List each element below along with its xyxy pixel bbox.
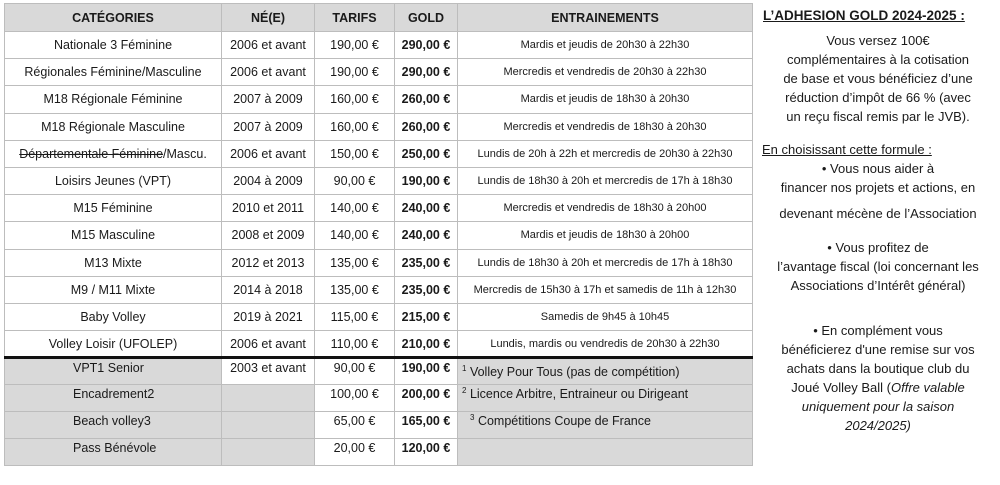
- price-cell: 190,00 €: [315, 59, 395, 86]
- category-suffix: /Mascu.: [163, 146, 207, 161]
- table-row: [5, 222, 753, 249]
- table-row: [5, 195, 753, 222]
- gold-price-cell: 215,00 €: [395, 303, 458, 330]
- header-price: TARIFS: [315, 4, 395, 32]
- price-cell: 150,00 €: [315, 140, 395, 167]
- table-row: [5, 140, 753, 167]
- header-gold: GOLD: [395, 4, 458, 32]
- price-cell: 90,00 €: [315, 167, 395, 194]
- price-cell: 135,00 €: [315, 249, 395, 276]
- gold-price-cell: 190,00 €: [395, 358, 458, 385]
- born-cell: 2007 à 2009: [222, 86, 315, 113]
- price-cell: 100,00 €: [315, 385, 395, 412]
- price-table: [4, 3, 753, 466]
- born-cell: 2004 à 2009: [222, 167, 315, 194]
- gold-price-cell: 120,00 €: [395, 439, 458, 466]
- born-cell: 2019 à 2021: [222, 303, 315, 330]
- category-cell: Loisirs Jeunes (VPT): [5, 167, 222, 194]
- gold-price-cell: 250,00 €: [395, 140, 458, 167]
- category-cell: Beach volley3: [5, 412, 222, 439]
- gold-price-cell: 235,00 €: [395, 276, 458, 303]
- bullet-tax-advantage: • Vous profitez de l’avantage fiscal (loi concernant les Associations d’Intérêt général): [777, 240, 979, 293]
- table-row: [5, 86, 753, 113]
- gold-price-cell: 235,00 €: [395, 249, 458, 276]
- born-cell: 2006 et avant: [222, 59, 315, 86]
- table-row: [5, 59, 753, 86]
- training-cell: Mercredis et vendredis de 20h30 à 22h30: [458, 59, 753, 86]
- table-row: [5, 358, 753, 385]
- category-cell: Nationale 3 Féminine: [5, 32, 222, 59]
- gold-price-cell: 290,00 €: [395, 32, 458, 59]
- price-cell: 20,00 €: [315, 439, 395, 466]
- table-row: [5, 276, 753, 303]
- formula-subtitle: En choisissant cette formule :: [762, 142, 932, 157]
- price-cell: 140,00 €: [315, 222, 395, 249]
- bullet-shop-discount: • En complément vous bénéficierez d'une remise sur vos achats dans la boutique club du Joué Volley Ball (Offre valable uniquement pour la saison 2024/2025): [781, 323, 975, 433]
- header-training: ENTRAINEMENTS: [458, 4, 753, 32]
- empty-note-cell: [458, 439, 753, 466]
- category-cell: M15 Masculine: [5, 222, 222, 249]
- gold-price-cell: 165,00 €: [395, 412, 458, 439]
- table-row: [5, 167, 753, 194]
- born-cell: 2006 et avant: [222, 331, 315, 358]
- training-cell: Mercredis et vendredis de 18h30 à 20h00: [458, 195, 753, 222]
- category-cell: Régionales Féminine/Masculine: [5, 59, 222, 86]
- category-cell: Pass Bénévole: [5, 439, 222, 466]
- category-cell: Volley Loisir (UFOLEP): [5, 331, 222, 358]
- born-cell: [222, 439, 315, 466]
- table-row: [5, 249, 753, 276]
- price-cell: 160,00 €: [315, 113, 395, 140]
- bullet-sponsor-continued: devenant mécène de l’Association: [779, 206, 977, 221]
- table-row: [5, 331, 753, 358]
- price-cell: 110,00 €: [315, 331, 395, 358]
- category-cell: Baby Volley: [5, 303, 222, 330]
- training-cell: Lundis de 20h à 22h et mercredis de 20h30 à 22h30: [458, 140, 753, 167]
- born-cell: 2007 à 2009: [222, 113, 315, 140]
- table-row: [5, 385, 753, 412]
- born-cell: 2014 à 2018: [222, 276, 315, 303]
- category-cell: VPT1 Senior: [5, 358, 222, 385]
- category-cell: M18 Régionale Féminine: [5, 86, 222, 113]
- category-cell: M18 Régionale Masculine: [5, 113, 222, 140]
- gold-price-cell: 260,00 €: [395, 86, 458, 113]
- category-cell: Encadrement2: [5, 385, 222, 412]
- training-cell: Mardis et jeudis de 18h30 à 20h30: [458, 86, 753, 113]
- category-cell: M13 Mixte: [5, 249, 222, 276]
- footnote-1: $^1$ Volley Pour Tous (pas de compétition): [458, 358, 753, 385]
- table-row: [5, 439, 753, 466]
- table-header: [5, 4, 753, 32]
- training-cell: Lundis de 18h30 à 20h et mercredis de 17h à 18h30: [458, 167, 753, 194]
- training-cell: Mardis et jeudis de 18h30 à 20h00: [458, 222, 753, 249]
- born-cell: 2006 et avant: [222, 32, 315, 59]
- gold-price-cell: 260,00 €: [395, 113, 458, 140]
- price-cell: 115,00 €: [315, 303, 395, 330]
- price-cell: 190,00 €: [315, 32, 395, 59]
- footnote-2: $^2$ Licence Arbitre, Entraineur ou Dirigeant: [458, 385, 753, 412]
- born-cell: 2008 et 2009: [222, 222, 315, 249]
- gold-price-cell: 240,00 €: [395, 222, 458, 249]
- intro-paragraph: Vous versez 100€ complémentaires à la cotisation de base et vous bénéficiez d’une réduction d’impôt de 66 % (avec un reçu fiscal remis par le JVB).: [783, 33, 973, 124]
- footnote-3: $^3$ Compétitions Coupe de France: [458, 412, 753, 439]
- table-row: [5, 113, 753, 140]
- training-cell: Mercredis et vendredis de 18h30 à 20h30: [458, 113, 753, 140]
- price-cell: 90,00 €: [315, 358, 395, 385]
- table-row: [5, 412, 753, 439]
- born-cell: 2003 et avant: [222, 358, 315, 385]
- born-cell: [222, 385, 315, 412]
- training-cell: Mercredis de 15h30 à 17h et samedis de 11h à 12h30: [458, 276, 753, 303]
- gold-price-cell: 240,00 €: [395, 195, 458, 222]
- born-cell: [222, 412, 315, 439]
- training-cell: Lundis, mardis ou vendredis de 20h30 à 22h30: [458, 331, 753, 358]
- born-cell: 2012 et 2013: [222, 249, 315, 276]
- header-born: NÉ(E): [222, 4, 315, 32]
- training-cell: Lundis de 18h30 à 20h et mercredis de 17h à 18h30: [458, 249, 753, 276]
- header-categories: CATÉGORIES: [5, 4, 222, 32]
- born-cell: 2010 et 2011: [222, 195, 315, 222]
- price-cell: 140,00 €: [315, 195, 395, 222]
- bullet-sponsor: • Vous nous aider à financer nos projets et actions, en: [780, 161, 976, 195]
- category-cell: M15 Féminine: [5, 195, 222, 222]
- born-cell: 2006 et avant: [222, 140, 315, 167]
- category-cell: [5, 140, 222, 167]
- price-cell: 160,00 €: [315, 86, 395, 113]
- gold-price-cell: 210,00 €: [395, 331, 458, 358]
- gold-price-cell: 290,00 €: [395, 59, 458, 86]
- gold-price-cell: 190,00 €: [395, 167, 458, 194]
- training-cell: Samedis de 9h45 à 10h45: [458, 303, 753, 330]
- table-row: [5, 32, 753, 59]
- price-cell: 135,00 €: [315, 276, 395, 303]
- panel-title: L’ADHESION GOLD 2024-2025 :: [763, 8, 965, 23]
- gold-price-cell: 200,00 €: [395, 385, 458, 412]
- training-cell: Mardis et jeudis de 20h30 à 22h30: [458, 32, 753, 59]
- category-strikethrough: Départementale Féminine: [19, 146, 164, 161]
- table-row: [5, 303, 753, 330]
- category-cell: M9 / M11 Mixte: [5, 276, 222, 303]
- price-cell: 65,00 €: [315, 412, 395, 439]
